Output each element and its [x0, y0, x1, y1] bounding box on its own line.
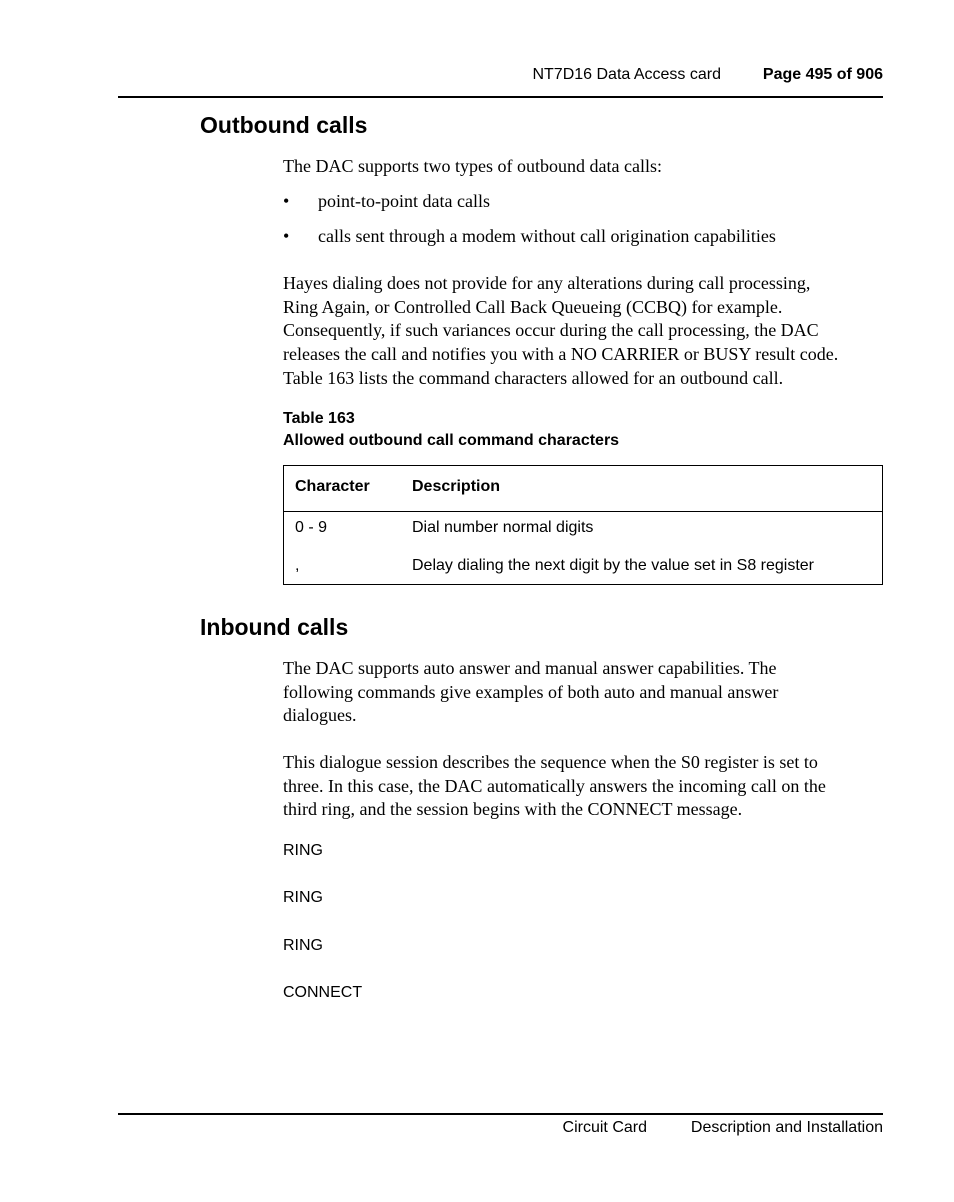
table-cell: Dial number normal digits	[412, 519, 594, 536]
paragraph-line: Consequently, if such variances occur during the call processing, the DAC	[283, 320, 819, 341]
footer-right: Description and Installation	[690, 1119, 883, 1136]
paragraph-line: three. In this case, the DAC automatically answers the incoming call on the	[283, 775, 826, 796]
paragraph-line: Hayes dialing does not provide for any alterations during call processing,	[283, 273, 811, 293]
session-message: RING	[283, 937, 323, 954]
session-message: RING	[283, 889, 323, 906]
outbound-calls-heading: Outbound calls	[200, 112, 368, 138]
table-title: Allowed outbound call command characters	[283, 432, 620, 449]
document-title: NT7D16 Data Access card	[532, 66, 721, 83]
paragraph-line: Ring Again, or Controlled Call Back Queueing (CCBQ) for example.	[283, 296, 783, 317]
list-item-text: calls sent through a modem without call origination capabilities	[318, 226, 776, 246]
dialogue-session-paragraph	[283, 751, 883, 822]
table-number: Table 163	[283, 410, 355, 427]
inbound-calls-heading: Inbound calls	[200, 614, 349, 640]
column-header-description: Description	[412, 478, 501, 495]
page-header	[118, 66, 883, 98]
table-cell: ,	[295, 557, 300, 574]
paragraph-line: The DAC supports auto answer and manual answer capabilities. The	[283, 658, 777, 678]
bullet-mark: •	[283, 191, 290, 211]
hayes-dialing-paragraph	[283, 272, 883, 391]
paragraph-line: third ring, and the session begins with the CONNECT message.	[283, 799, 743, 820]
page-number: Page 495 of 906	[762, 66, 883, 83]
paragraph-line: releases the call and notifies you with a NO CARRIER or BUSY result code.	[283, 344, 839, 365]
column-header-character: Character	[295, 478, 370, 495]
list-item-text: point-to-point data calls	[318, 191, 490, 211]
paragraph-line: following commands give examples of both auto and manual answer	[283, 681, 779, 702]
paragraph-line: dialogues.	[283, 705, 357, 726]
paragraph-line: Table 163 lists the command characters allowed for an outbound call.	[283, 367, 784, 388]
command-characters-table	[283, 465, 883, 585]
page-footer	[118, 1113, 883, 1145]
inbound-intro-paragraph	[283, 657, 883, 728]
session-message: CONNECT	[283, 984, 363, 1001]
session-message: RING	[283, 842, 323, 859]
table-header-row	[284, 466, 882, 512]
footer-left: Circuit Card	[562, 1119, 647, 1136]
table-caption	[283, 408, 619, 452]
bullet-mark: •	[283, 226, 290, 246]
table-cell: Delay dialing the next digit by the value set in S8 register	[412, 557, 815, 574]
table-cell: 0 - 9	[295, 519, 328, 536]
paragraph-line: This dialogue session describes the sequence when the S0 register is set to	[283, 752, 818, 772]
outbound-intro: The DAC supports two types of outbound data calls:	[283, 156, 662, 176]
